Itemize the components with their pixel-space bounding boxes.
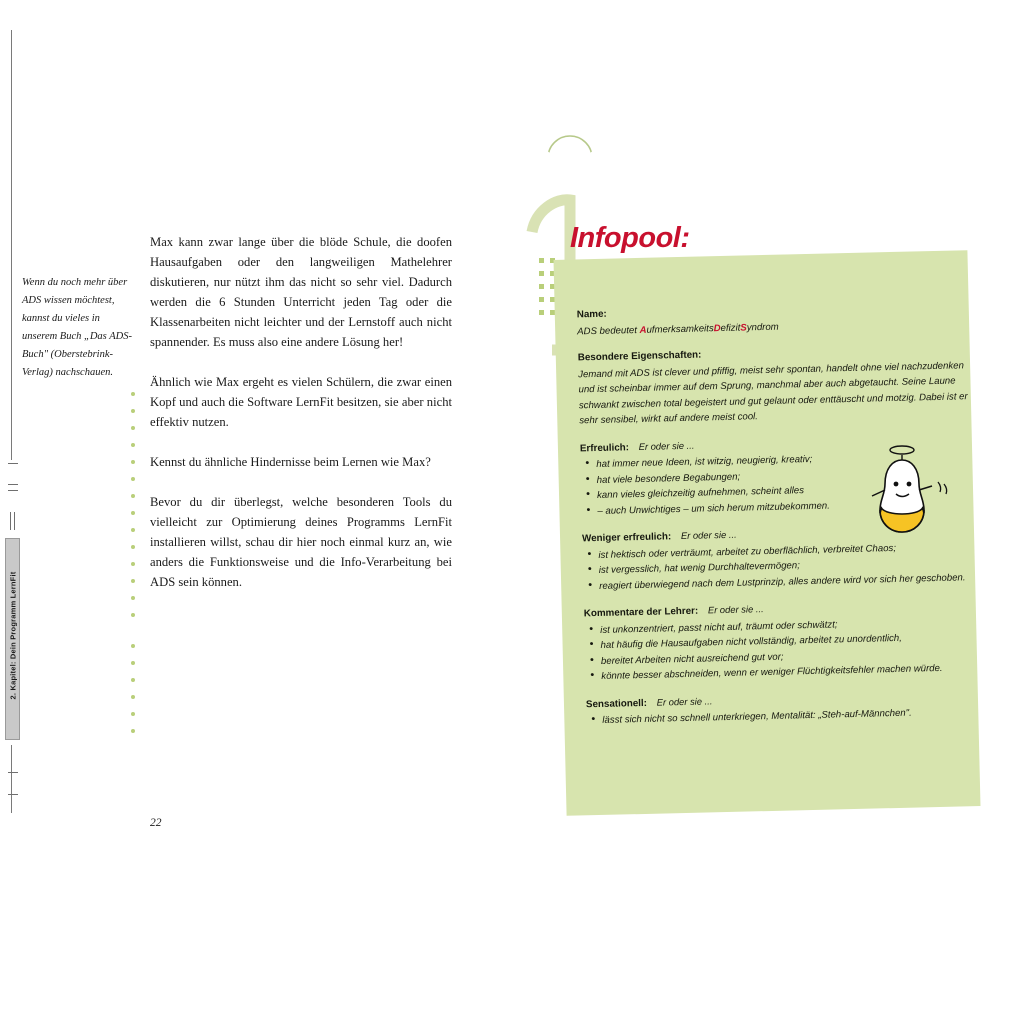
- card-bullet: • hat immer neue Ideen, ist witzig, neugierig, kreativ;: [596, 450, 880, 472]
- body-paragraph: Max kann zwar lange über die blöde Schule, die doofen Hausaufgaben oder den langweiligen Mathelehrer diskutieren, nur nützt ihm das nicht so sehr viel. Dadurch werden die 6 Stunden Unterricht jeden Tag oder die Klassenarbeiten nicht leichter und der Lernstoff auch nicht spannender. Es muss also eine andere Lösung her!: [150, 235, 452, 349]
- decorative-dot: [131, 545, 135, 549]
- card-section-sensationell: [586, 687, 979, 729]
- card-bullet: • ist vergesslich, hat wenig Durchhaltevermögen;: [599, 554, 975, 578]
- ads-word-3: yndrom: [746, 321, 779, 333]
- spine-tick: [10, 512, 11, 530]
- decorative-square: [539, 297, 544, 302]
- body-text-column: [150, 232, 452, 592]
- decorative-dot: [131, 443, 135, 447]
- ads-definition-prefix: ADS bedeutet: [577, 324, 640, 337]
- spine-tick: [8, 772, 18, 773]
- ads-word-2: efizit: [720, 322, 741, 334]
- decorative-dot: [131, 426, 135, 430]
- card-bullet-list: [580, 450, 881, 519]
- spine-tick: [8, 490, 18, 491]
- decorative-dot: [131, 596, 135, 600]
- card-section-body: Jemand mit ADS ist clever und pfiffig, meist sehr spontan, handelt ohne viel nachzudenken und ist scheinbar immer auf dem Sprung, manchmal aber auch abgetaucht. Seine Laune schwankt zwischen total begeistert und gut gelaunt oder enttäuscht und motzig. Dabei ist er sehr sensibel, wirkt auf andere meist cool.: [578, 359, 968, 427]
- decorative-square: [539, 258, 544, 263]
- decorative-dot: [131, 460, 135, 464]
- card-bullet: • reagiert überwiegend nach dem Lustprinzip, alles andere wird vor sich her geschoben.: [599, 570, 975, 594]
- card-bullet: • ist unkonzentriert, passt nicht auf, träumt oder schwätzt;: [600, 614, 976, 638]
- ads-letter-d: D: [713, 322, 721, 334]
- body-paragraph: Kennst du ähnliche Hindernisse beim Lernen wie Max?: [150, 455, 431, 469]
- card-bullet: • kann vieles gleichzeitig aufnehmen, scheint alles: [597, 481, 881, 503]
- spine-tick: [8, 794, 18, 795]
- decorative-arc: [540, 118, 600, 158]
- decorative-dot: [131, 661, 135, 665]
- decorative-dot: [131, 494, 135, 498]
- decorative-dot-column-lower: [131, 644, 137, 746]
- decorative-dot: [131, 409, 135, 413]
- ads-word-1: ufmerksamkeits: [646, 322, 714, 336]
- card-bullet: • ist hektisch oder verträumt, arbeitet zu oberflächlich, verbreitet Chaos;: [598, 539, 974, 563]
- card-section-heading-text: Sensationell:: [585, 697, 648, 710]
- card-section-heading: Name:: [576, 308, 607, 321]
- card-section-heading-suffix: Er oder sie ...: [680, 528, 737, 542]
- ads-letter-a: A: [639, 324, 647, 336]
- decorative-dot-column: [131, 392, 137, 630]
- card-section-heading-text: Kommentare der Lehrer:: [583, 605, 699, 620]
- decorative-dot: [131, 695, 135, 699]
- spine-tick: [8, 484, 18, 485]
- card-section-heading-text: Erfreulich:: [579, 441, 630, 454]
- card-section-erfreulich: [580, 433, 882, 520]
- ads-letter-s: S: [740, 321, 747, 334]
- card-section-heading-text: Weniger erfreulich:: [581, 531, 672, 545]
- decorative-square: [539, 310, 544, 315]
- decorative-dot: [131, 729, 135, 733]
- marginal-note: Wenn du noch mehr über ADS wissen möchtest, kannst du vieles in unserem Buch „Das ADS-Buch" (Oberstebrink-Verlag) nachschauen.: [22, 277, 132, 378]
- decorative-dot: [131, 477, 135, 481]
- decorative-dot: [131, 644, 135, 648]
- right-page: [512, 0, 1024, 1024]
- card-bullet: • hat viele besondere Begabungen;: [597, 466, 881, 488]
- card-section-eigenschaften: [578, 341, 972, 429]
- decorative-dot: [131, 678, 135, 682]
- card-section-heading-suffix: Er oder sie ...: [638, 439, 695, 452]
- card-section-name: [577, 299, 948, 340]
- body-paragraph: Bevor du dir überlegst, welche besonderen Tools du vielleicht zur Optimierung deines Programms LernFit installieren willst, schau dir hier noch einmal kurz an, wie anders die Funktionsweise und die Info-Verarbeitung bei ADS sein können.: [150, 495, 452, 589]
- decorative-dot: [131, 528, 135, 532]
- decorative-dot: [131, 562, 135, 566]
- page-number: 22: [150, 817, 162, 829]
- card-section-heading-suffix: Er oder sie ...: [707, 603, 764, 616]
- card-bullet: • könnte besser abschneiden, wenn er weniger Flüchtigkeitsfehler machen würde.: [601, 660, 977, 684]
- infopool-title: Infopool:: [570, 222, 690, 254]
- card-section-kommentare: [584, 596, 978, 685]
- decorative-dot: [131, 712, 135, 716]
- decorative-square: [539, 271, 544, 276]
- decorative-square: [539, 284, 544, 289]
- card-bullet: • lässt sich nicht so schnell unterkriegen, Mentalität: „Steh-auf-Männchen".: [602, 704, 978, 728]
- decorative-dot: [131, 392, 135, 396]
- decorative-dot: [131, 579, 135, 583]
- decorative-dot: [131, 511, 135, 515]
- spine-tick: [14, 512, 15, 530]
- lightbulb-mascot-illustration: [852, 438, 962, 548]
- spine-tick: [8, 463, 18, 464]
- card-section-heading: Besondere Eigenschaften:: [577, 349, 702, 364]
- chapter-tab-label: 2. Kapitel: Dein Programm LernFit: [8, 571, 18, 700]
- decorative-dot: [131, 613, 135, 617]
- body-paragraph: Ähnlich wie Max ergeht es vielen Schülern, die zwar einen Kopf und auch die Software LernFit besitzen, sie aber nicht effektiv nutzen.: [150, 375, 452, 429]
- chapter-tab: [5, 538, 20, 740]
- card-bullet-list: [584, 614, 977, 685]
- card-bullet-continuation: • – auch Unwichtiges – um sich herum mitzubekommen.: [597, 497, 881, 519]
- card-bullet-continuation: • bereitet Arbeiten nicht ausreichend gut vor;: [601, 645, 977, 669]
- spine-rule-bottom: [11, 745, 12, 813]
- card-bullet: • hat häufig die Hausaufgaben nicht vollständig, arbeitet zu unordentlich,: [600, 629, 976, 653]
- card-section-heading-suffix: Er oder sie ...: [656, 694, 713, 708]
- spine-rule-top: [11, 30, 12, 460]
